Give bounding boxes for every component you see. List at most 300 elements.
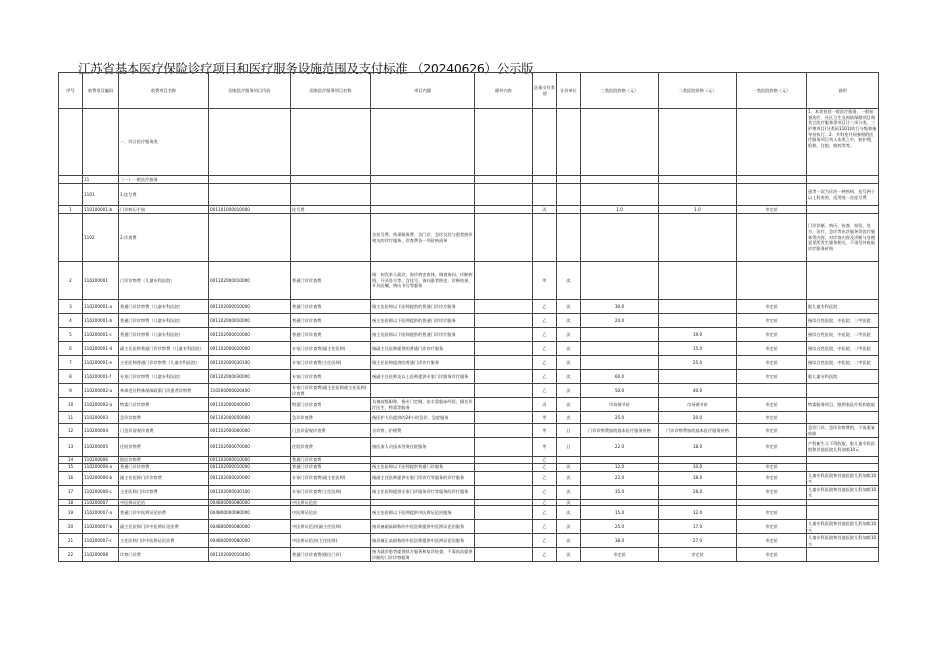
cell-p2 [659, 314, 737, 328]
cell-unit [557, 214, 581, 262]
cell-cat: 乙 [533, 534, 557, 548]
cell-content: 指主治医师以下医师提供的普通门诊诊疗服务 [371, 314, 475, 328]
cell-p1: 市定价 [737, 328, 807, 342]
cell-name: 1.挂号费 [119, 184, 209, 206]
cell-p2 [659, 457, 737, 464]
cell-unit [557, 206, 581, 214]
cell-p3 [581, 328, 659, 342]
cell-p3: 38.0 [581, 534, 659, 548]
cell-natname: 专家门诊诊查费(主任医师) [291, 356, 371, 370]
cell-name: 普通门诊中医辨证论治费 [119, 506, 209, 520]
cell-p1: 市定价 [737, 412, 807, 424]
cell-p2: 18.0 [659, 471, 737, 485]
cell-unit: 次 [557, 356, 581, 370]
table-row [59, 262, 879, 300]
cell-seq: 13 [59, 438, 83, 457]
cell-natcode [209, 214, 291, 262]
cell-name: 副主任医师门诊诊察费 [119, 471, 209, 485]
cell-natname: 普通门诊诊查费(便民门诊) [291, 548, 371, 562]
cell-content [371, 206, 475, 214]
cell-natcode: 001102000060000 [209, 424, 291, 438]
cell-note: 儿童专科医院和其他医院儿科加收10元 [807, 534, 879, 548]
cell-note [807, 463, 879, 471]
cell-note: 限儿童专科医院 [807, 300, 879, 314]
cell-seq [59, 109, 83, 176]
cell-unit: 次 [557, 412, 581, 424]
cell-excl [475, 412, 533, 424]
cell-note [807, 262, 879, 300]
cell-content: 指副主任医师及以上医师提供专家门诊服务诊疗服务 [371, 370, 475, 384]
cell-excl [475, 184, 533, 206]
cell-seq: 3 [59, 300, 83, 314]
cell-natcode: 001102000010000 [209, 314, 291, 328]
cell-cat: 乙 [533, 328, 557, 342]
cell-natname: 专家门诊诊查费(主任医师) [291, 485, 371, 499]
cell-code: 110200007-b [83, 520, 119, 534]
cell-seq: 22 [59, 548, 83, 562]
cell-excl [475, 534, 533, 548]
cell-p3: 22.0 [581, 471, 659, 485]
cell-natcode: 001102000010000 [209, 328, 291, 342]
cell-code: 110100001-b [83, 206, 119, 214]
cell-natname: 专家门诊诊查费(副主任医师) [291, 342, 371, 356]
cell-natname: 普通门诊诊查费 [291, 328, 371, 342]
cell-seq: 5 [59, 328, 83, 342]
table-row [59, 457, 879, 464]
cell-p3 [581, 214, 659, 262]
cell-p2: 1.0 [659, 206, 737, 214]
cell-excl [475, 548, 533, 562]
cell-natname: 门急诊留观诊查费 [291, 424, 371, 438]
cell-code: 1102 [83, 214, 119, 262]
cell-p2: 18.0 [659, 438, 737, 457]
table-row [59, 356, 879, 370]
cell-code: 110200001 [83, 262, 119, 300]
cell-name: 急诊诊察费 [119, 412, 209, 424]
cell-unit: 日 [557, 424, 581, 438]
cell-content: 指主治医师以下医师提供中医辨证论治服务 [371, 506, 475, 520]
table-row [59, 384, 879, 398]
cell-note: 门诊诊断、病历、检查、检验、处方、治疗、急诊等出诊服务等医疗服务等内容，对诊查内容及诊断与处理意见所发生服务相关，不再另外收取诊疗服务价格 [807, 214, 879, 262]
cell-cat: 丙 [533, 398, 557, 412]
cell-excl [475, 356, 533, 370]
cell-p1: 市定价 [737, 342, 807, 356]
cell-unit: 次 [557, 548, 581, 562]
cell-content: 指主治医师以下医师提供普通门诊服务 [371, 463, 475, 471]
cell-p2: 门诊诊察费加收基本医疗服务价格 [659, 424, 737, 438]
cell-name: 门急诊留观诊查费 [119, 424, 209, 438]
cell-name: 副主任医师普通门诊诊察费（儿童专科医院） [119, 342, 209, 356]
cell-unit: 次 [557, 471, 581, 485]
cell-content: 指为就诊患者提供续方服务和复诊检查，不需再次提供诊断的门诊诊察服务 [372, 549, 473, 560]
header-price-2: 二类医院价格（元） [659, 73, 737, 109]
cell-excl [475, 214, 533, 262]
cell-name: 住院诊察费 [119, 438, 209, 457]
cell-excl [475, 471, 533, 485]
cell-cat: 乙 [533, 499, 557, 506]
cell-p1: 市定价 [737, 206, 807, 214]
cell-natcode: 001102000010000 [209, 457, 291, 464]
cell-excl [475, 206, 533, 214]
table-row [59, 424, 879, 438]
cell-code: 110200001-d [83, 342, 119, 356]
cell-p2: 19.0 [659, 328, 737, 342]
cell-unit [557, 457, 581, 464]
cell-code: 110200004 [83, 424, 119, 438]
cell-note: 儿童专科医院和其他医院儿科加收10元 [807, 485, 879, 499]
table-row [59, 499, 879, 506]
cell-cat: 丙 [533, 206, 557, 214]
cell-content [371, 457, 475, 464]
cell-natname: 中医辨证论治(主任医师) [291, 534, 371, 548]
cell-excl [475, 176, 533, 184]
table-row [59, 485, 879, 499]
cell-content [371, 176, 475, 184]
cell-code: 110200006 [83, 457, 119, 464]
cell-content: 指医务人员技术劳务住院服务 [371, 438, 475, 457]
cell-seq: 20 [59, 520, 83, 534]
cell-code: 110200007 [83, 499, 119, 506]
cell-code: 110200002-a [83, 398, 119, 412]
cell-unit: 次 [557, 328, 581, 342]
cell-natname: 专家门诊诊查费(副主任医师) [291, 471, 371, 485]
cell-seq: 18 [59, 499, 83, 506]
table-row [59, 438, 879, 457]
cell-natname: 住院诊查费 [291, 438, 371, 457]
cell-cat: 乙 [533, 471, 557, 485]
cell-natcode: 004800000080000 [209, 506, 291, 520]
cell-p1: 市定价 [737, 370, 807, 384]
cell-content: 指主治医师以下医师提供的普通门诊诊疗服务 [371, 328, 475, 342]
cell-excl [475, 463, 533, 471]
cell-seq: 11 [59, 412, 83, 424]
cell-cat [533, 176, 557, 184]
cell-p1: 市定价 [737, 398, 807, 412]
cell-natname: 普通门诊诊查费 [291, 300, 371, 314]
cell-seq: 19 [59, 506, 83, 520]
cell-seq [59, 176, 83, 184]
cell-p3: 22.0 [581, 438, 659, 457]
cell-excl [475, 262, 533, 300]
cell-natcode: 001102000030000 [209, 370, 291, 384]
cell-p3 [581, 109, 659, 176]
cell-content: 指副主任医师提供专家门诊诊疗等服务的诊疗服务 [371, 471, 475, 485]
cell-cat: 甲 [533, 438, 557, 457]
table-row [59, 412, 879, 424]
cell-natname: 专家门诊诊查费(副主任医师或主任医师)诊查费 [291, 384, 371, 398]
cell-note [807, 499, 879, 506]
cell-natcode: 001102000010400 [209, 548, 291, 562]
cell-content: 具备高级职称，指专门定制，由丰富临床经验，擅长诊疗医生，特需等服务 [372, 398, 473, 410]
cell-seq: 8 [59, 370, 83, 384]
cell-note: 产科新生儿不得收取，限儿童专科医院和其他医院儿科加收10元 [807, 438, 879, 457]
cell-natname [291, 176, 371, 184]
cell-unit: 次 [557, 463, 581, 471]
cell-cat: 甲 [533, 262, 557, 300]
cell-seq: 21 [59, 534, 83, 548]
cell-content: 指：初次来人就诊，询诊病史查体，调查询问，诊断病情，开具处方等。含挂号，询问患者病史，诊断结果，开具医嘱，病历书写等服务 [371, 262, 475, 300]
cell-p1: 市定价 [737, 485, 807, 499]
table-row [59, 370, 879, 384]
table-row [59, 314, 879, 328]
cell-natcode: 001102000070000 [209, 438, 291, 457]
cell-p2: 40.0 [659, 384, 737, 398]
cell-excl [475, 342, 533, 356]
cell-p2: 15.0 [659, 342, 737, 356]
page-title: 江苏省基本医疗保险诊疗项目和医疗服务设施范围及支付标准 （20240626）公示版 [78, 61, 534, 76]
cell-natcode: 004800000080000 [209, 499, 291, 506]
header-exclusion: 除外内容 [475, 73, 533, 109]
cell-p1 [737, 176, 807, 184]
cell-note [807, 548, 879, 562]
cell-cat: 乙 [533, 463, 557, 471]
table-row [59, 109, 879, 176]
cell-cat: 乙 [533, 548, 557, 562]
cell-unit [557, 176, 581, 184]
cell-note: 指综合性医院、中医院、三甲医院 [807, 314, 879, 328]
cell-code: 110200007-a [83, 506, 119, 520]
cell-p1: 市定价 [737, 438, 807, 457]
cell-p1: 市定价 [737, 463, 807, 471]
cell-natcode: 001102000010000 [209, 300, 291, 314]
cell-content: 指主治医师以下医师提供的普通门诊诊疗服务 [371, 300, 475, 314]
cell-excl [475, 328, 533, 342]
cell-p2 [659, 214, 737, 262]
header-price-3: 三类医院价格（元） [581, 73, 659, 109]
cell-unit: 次 [557, 384, 581, 398]
cell-unit: 次 [557, 520, 581, 534]
cell-p1 [737, 457, 807, 464]
cell-p1 [737, 184, 807, 206]
cell-seq: 14 [59, 457, 83, 464]
cell-cat: 甲 [533, 412, 557, 424]
cell-p1: 市定价 [737, 506, 807, 520]
cell-p1: 市定价 [737, 471, 807, 485]
cell-p1 [737, 262, 807, 300]
cell-name: 革命老区特殊保障政策门诊患者诊察费 [119, 384, 209, 398]
cell-code: 11 [83, 176, 119, 184]
cell-unit: 次 [557, 534, 581, 548]
cell-cat: 乙 [533, 370, 557, 384]
cell-p2: 市场调节价 [659, 398, 737, 412]
cell-p3: 市定价 [581, 548, 659, 562]
header-seq: 序号 [59, 73, 83, 109]
cell-note: 指综合性医院、中医院、二甲医院 [807, 356, 879, 370]
cell-natcode [209, 176, 291, 184]
cell-cat: 乙 [533, 314, 557, 328]
cell-p3: 24.0 [581, 314, 659, 328]
cell-name: 普通门诊诊察费（儿童专科医院） [119, 328, 209, 342]
table-row [59, 342, 879, 356]
cell-seq: 12 [59, 424, 83, 438]
cell-cat: 乙 [533, 457, 557, 464]
cell-cat: 乙 [533, 520, 557, 534]
cell-p2: 12.0 [659, 506, 737, 520]
cell-note [807, 384, 879, 398]
cell-natname: 普通门诊诊查费 [291, 457, 371, 464]
cell-natcode: 001102000040000 [209, 398, 291, 412]
cell-excl [475, 370, 533, 384]
cell-p2: 25.0 [659, 356, 737, 370]
cell-seq: 4 [59, 314, 83, 328]
cell-seq: 1 [59, 206, 83, 214]
cell-natname: 专家门诊诊查费 [291, 370, 371, 384]
table-row [59, 206, 879, 214]
cell-unit: 次 [557, 506, 581, 520]
cell-p1: 市定价 [737, 314, 807, 328]
cell-p3: 15.0 [581, 506, 659, 520]
cell-p3 [581, 184, 659, 206]
cell-cat: 乙 [533, 300, 557, 314]
cell-content: 指具备正高职称的中医医师提供中医辨证论治服务 [371, 534, 475, 548]
cell-natcode: 001102000020000 [209, 342, 291, 356]
cell-code: 110200005 [83, 438, 119, 457]
cell-note [807, 176, 879, 184]
table-row [59, 398, 879, 412]
cell-p1: 市定价 [737, 548, 807, 562]
cell-p3 [581, 457, 659, 464]
cell-p3: 市场调节价 [581, 398, 659, 412]
cell-excl [475, 485, 533, 499]
table-row [59, 534, 879, 548]
cell-p3: 35.0 [581, 485, 659, 499]
cell-name: 中医辨证论治 [119, 499, 209, 506]
cell-excl [475, 314, 533, 328]
cell-p3 [581, 342, 659, 356]
cell-p1: 市定价 [737, 520, 807, 534]
cell-p2: 28.0 [659, 485, 737, 499]
cell-natcode: 001102000030100 [209, 356, 291, 370]
table-row [59, 176, 879, 184]
cell-code: 110200001-a [83, 300, 119, 314]
cell-p3: 1.0 [581, 206, 659, 214]
cell-cat [533, 214, 557, 262]
cell-code: 110200006-c [83, 485, 119, 499]
cell-code: 110200001-e [83, 356, 119, 370]
cell-natname: 挂号费 [291, 206, 371, 214]
cell-p3: 25.0 [581, 412, 659, 424]
cell-p3: 50.0 [581, 384, 659, 398]
cell-cat: 乙 [533, 506, 557, 520]
cell-natcode: 110200000020400 [209, 384, 291, 398]
cell-cat: 乙 [533, 485, 557, 499]
cell-unit [557, 184, 581, 206]
header-name: 收费项目名称 [119, 73, 209, 109]
cell-note: 指综合性医院、中医院、二甲医院 [807, 342, 879, 356]
cell-content: 含挂号费、药事服务费、含门诊、急诊及其与患者接诊相关的诊疗服务，诊查费各一项价格清单 [371, 214, 475, 262]
cell-p3 [581, 176, 659, 184]
cell-natcode: 001102000030100 [209, 485, 291, 499]
table-row [59, 471, 879, 485]
table-row [59, 300, 879, 314]
cell-natcode: 004800000080000 [209, 534, 291, 548]
cell-name: 门诊诊察费（儿童专科医院） [119, 262, 209, 300]
cell-natname: 特需门诊诊查费 [291, 398, 371, 412]
cell-seq: 16 [59, 471, 83, 485]
table-row [59, 214, 879, 262]
cell-code: 110200006-b [83, 471, 119, 485]
header-code: 收费项目编码 [83, 73, 119, 109]
cell-cat: 乙 [533, 384, 557, 398]
cell-content: 指具备副高职称的中医医师提供中医辨证论治服务 [371, 520, 475, 534]
cell-unit: 次 [557, 314, 581, 328]
cell-content: 指主任医师提供的普通门诊诊疗服务 [371, 356, 475, 370]
cell-excl [475, 499, 533, 506]
cell-cat: 乙 [533, 356, 557, 370]
cell-name: 诊察门诊费 [119, 548, 209, 562]
cell-code: 110200001-f [83, 370, 119, 384]
cell-content: 指副主任医师提供的普通门诊诊疗服务 [371, 342, 475, 356]
cell-p2: 10.0 [659, 463, 737, 471]
cell-note: 儿童专科医院和其他医院儿科加收10元 [807, 520, 879, 534]
cell-name: 副主任医师门诊中医辨证论治费 [119, 520, 209, 534]
cell-natname [291, 184, 371, 206]
cell-p3: 30.0 [581, 300, 659, 314]
cell-p3: 门诊诊察费加收基本医疗服务价格 [581, 424, 659, 438]
cell-p3 [581, 356, 659, 370]
cell-content: 含诊察、护理费 [371, 424, 475, 438]
cell-code: 110200001-b [83, 314, 119, 328]
cell-name: 特需门诊诊察费 [119, 398, 209, 412]
cell-p2: 17.0 [659, 520, 737, 534]
cell-unit: 次 [557, 485, 581, 499]
cell-code: 110200008 [83, 548, 119, 562]
cell-note: 急诊门诊，急诊诊察费的，不再重复收取 [807, 424, 879, 438]
table-row [59, 520, 879, 534]
cell-p3: 25.0 [581, 520, 659, 534]
cell-natname [291, 214, 371, 262]
cell-unit: 次 [557, 398, 581, 412]
cell-seq: 6 [59, 342, 83, 356]
cell-content: 指主任医师提供专家门诊服务诊疗等服务的诊疗服务 [371, 485, 475, 499]
cell-unit: 次 [557, 262, 581, 300]
cell-excl [475, 424, 533, 438]
cell-p1: 市定价 [737, 356, 807, 370]
cell-p3 [581, 262, 659, 300]
cell-p3: 12.0 [581, 463, 659, 471]
cell-seq: 9 [59, 384, 83, 398]
cell-p2 [659, 176, 737, 184]
cell-excl [475, 300, 533, 314]
cell-code: 110200006-a [83, 463, 119, 471]
cell-p2: 27.0 [659, 534, 737, 548]
cell-natname: 中医辨证论治 [291, 499, 371, 506]
cell-p2 [659, 109, 737, 176]
cell-note [807, 206, 879, 214]
cell-excl [475, 438, 533, 457]
cell-code: 110200007-c [83, 534, 119, 548]
table-row [59, 506, 879, 520]
cell-natcode: 001102000020000 [209, 471, 291, 485]
cell-seq: 10 [59, 398, 83, 412]
cell-excl [475, 109, 533, 176]
cell-code: 1101 [83, 184, 119, 206]
cell-unit: 次 [557, 342, 581, 356]
cell-content [371, 499, 475, 506]
cell-p2: 20.0 [659, 412, 737, 424]
cell-p2: 市定价 [659, 548, 737, 562]
cell-excl [475, 506, 533, 520]
cell-p1: 市定价 [737, 300, 807, 314]
cell-note: 儿童专科医院和其他医院儿科加收10元 [807, 471, 879, 485]
cell-name: 主任医师门诊中医辨证论治费 [119, 534, 209, 548]
cell-seq: 17 [59, 485, 83, 499]
cell-name: （一）一般医疗服务 [119, 176, 209, 184]
cell-unit: 日 [557, 438, 581, 457]
cell-note [807, 457, 879, 464]
cell-excl [475, 520, 533, 534]
cell-unit: 次 [557, 499, 581, 506]
